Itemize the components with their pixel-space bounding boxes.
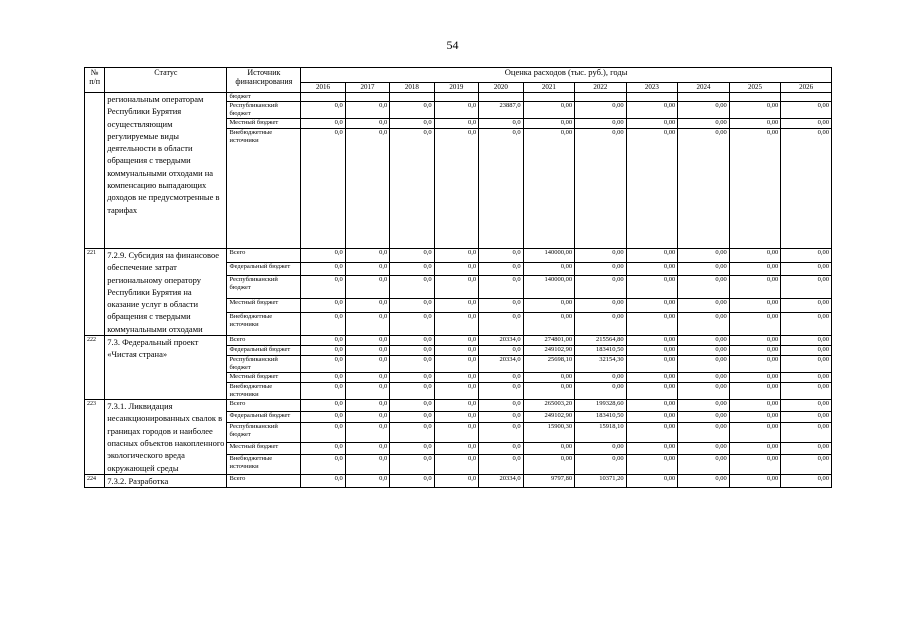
header-year: 2019 xyxy=(434,83,478,93)
row-value: 265003,20 xyxy=(523,400,575,412)
row-value: 249102,90 xyxy=(523,346,575,356)
row-value: 0,00 xyxy=(781,474,832,487)
row-value xyxy=(781,93,832,102)
row-value: 0,00 xyxy=(626,262,678,276)
row-value: 0,00 xyxy=(626,443,678,455)
row-value: 0,0 xyxy=(345,423,389,443)
row-number: 224 xyxy=(85,474,105,487)
row-value: 0,00 xyxy=(729,356,781,373)
row-value: 0,0 xyxy=(479,454,523,474)
row-value: 0,0 xyxy=(390,411,434,423)
row-value: 0,0 xyxy=(390,312,434,335)
row-source: Всего xyxy=(227,249,301,263)
header-status: Статус xyxy=(105,68,227,93)
row-value: 0,00 xyxy=(781,346,832,356)
row-value: 0,00 xyxy=(523,443,575,455)
row-value: 0,00 xyxy=(678,262,730,276)
header-year: 2026 xyxy=(781,83,832,93)
row-value: 0,0 xyxy=(434,443,478,455)
row-value: 0,00 xyxy=(626,411,678,423)
row-value: 0,0 xyxy=(301,411,345,423)
row-value xyxy=(575,93,627,102)
row-value: 0,00 xyxy=(575,249,627,263)
row-value: 0,0 xyxy=(345,102,389,119)
row-value: 0,0 xyxy=(345,400,389,412)
row-value: 140000,00 xyxy=(523,276,575,299)
row-value: 10371,20 xyxy=(575,474,627,487)
row-value: 0,00 xyxy=(729,312,781,335)
row-value: 0,00 xyxy=(781,249,832,263)
row-value: 0,0 xyxy=(434,129,478,249)
row-value: 32154,30 xyxy=(575,356,627,373)
row-source: Всего xyxy=(227,474,301,487)
row-value: 0,0 xyxy=(434,383,478,400)
row-value: 0,00 xyxy=(523,299,575,313)
row-value: 0,0 xyxy=(479,423,523,443)
row-value: 0,0 xyxy=(434,102,478,119)
row-value: 0,0 xyxy=(434,299,478,313)
row-value: 0,00 xyxy=(729,346,781,356)
row-value: 0,0 xyxy=(434,454,478,474)
row-value: 0,0 xyxy=(390,423,434,443)
row-status: 7.2.9. Субсидия на финансовое обеспечение затрат региональному оператору Республики Бурятия на оказание услуг в области обращения с твердыми коммунальными отходами xyxy=(105,249,227,336)
row-source: Местный бюджет xyxy=(227,373,301,383)
row-value: 0,0 xyxy=(390,102,434,119)
row-value xyxy=(523,93,575,102)
row-value: 15918,10 xyxy=(575,423,627,443)
row-value: 25698,10 xyxy=(523,356,575,373)
row-value: 0,00 xyxy=(523,312,575,335)
row-value: 0,00 xyxy=(575,276,627,299)
row-source: Федеральный бюджет xyxy=(227,262,301,276)
row-value: 0,0 xyxy=(479,411,523,423)
row-value: 0,0 xyxy=(434,400,478,412)
row-value: 0,0 xyxy=(301,423,345,443)
row-value: 183410,50 xyxy=(575,411,627,423)
header-year: 2025 xyxy=(729,83,781,93)
row-value: 0,0 xyxy=(434,356,478,373)
row-value: 0,0 xyxy=(301,129,345,249)
row-value: 0,00 xyxy=(575,129,627,249)
row-value: 0,00 xyxy=(626,102,678,119)
row-value: 0,0 xyxy=(434,119,478,129)
row-value: 0,00 xyxy=(626,474,678,487)
row-value: 0,00 xyxy=(729,262,781,276)
row-value: 0,0 xyxy=(345,443,389,455)
row-value: 0,00 xyxy=(781,443,832,455)
row-value xyxy=(345,93,389,102)
row-value: 0,0 xyxy=(390,262,434,276)
row-value: 0,00 xyxy=(575,102,627,119)
row-status: 7.3. Федеральный проект «Чистая страна» xyxy=(105,336,227,400)
row-value: 0,00 xyxy=(678,129,730,249)
row-value: 0,0 xyxy=(345,454,389,474)
row-value: 0,00 xyxy=(729,299,781,313)
row-value xyxy=(479,93,523,102)
row-value: 0,00 xyxy=(729,383,781,400)
row-value: 0,00 xyxy=(678,336,730,346)
row-value: 0,0 xyxy=(390,299,434,313)
row-source: Внебюджетные источники xyxy=(227,454,301,474)
row-value xyxy=(301,93,345,102)
row-value: 0,00 xyxy=(575,373,627,383)
row-value: 0,00 xyxy=(729,423,781,443)
row-value: 0,00 xyxy=(678,299,730,313)
row-value: 0,00 xyxy=(678,454,730,474)
row-value: 0,00 xyxy=(781,129,832,249)
row-value: 0,00 xyxy=(523,129,575,249)
row-value: 0,00 xyxy=(781,102,832,119)
row-value: 0,00 xyxy=(678,423,730,443)
row-number: 223 xyxy=(85,400,105,475)
row-value: 0,00 xyxy=(626,346,678,356)
row-value: 0,0 xyxy=(479,299,523,313)
row-value: 9797,80 xyxy=(523,474,575,487)
row-value: 0,00 xyxy=(575,454,627,474)
row-value: 0,00 xyxy=(781,312,832,335)
row-value: 0,00 xyxy=(729,411,781,423)
row-value: 0,00 xyxy=(678,383,730,400)
row-value: 0,0 xyxy=(434,411,478,423)
header-year: 2016 xyxy=(301,83,345,93)
row-value: 0,0 xyxy=(479,373,523,383)
row-value: 0,00 xyxy=(781,119,832,129)
row-value: 0,0 xyxy=(345,312,389,335)
row-value: 0,00 xyxy=(729,249,781,263)
row-value: 0,00 xyxy=(729,129,781,249)
row-value: 0,0 xyxy=(434,474,478,487)
row-value: 0,0 xyxy=(345,411,389,423)
header-year: 2018 xyxy=(390,83,434,93)
row-value: 0,0 xyxy=(434,249,478,263)
row-value: 0,00 xyxy=(678,400,730,412)
row-value: 0,0 xyxy=(479,312,523,335)
row-source: Внебюджетные источники xyxy=(227,312,301,335)
row-number: 222 xyxy=(85,336,105,400)
row-value: 0,0 xyxy=(301,262,345,276)
row-value: 0,00 xyxy=(729,119,781,129)
header-year: 2022 xyxy=(575,83,627,93)
row-value: 0,00 xyxy=(729,454,781,474)
row-value: 0,0 xyxy=(479,346,523,356)
row-value: 0,00 xyxy=(523,102,575,119)
row-value: 0,00 xyxy=(626,312,678,335)
row-value: 140000,00 xyxy=(523,249,575,263)
row-value: 0,0 xyxy=(345,249,389,263)
row-value: 0,0 xyxy=(301,383,345,400)
row-source: Внебюджетные источники xyxy=(227,383,301,400)
row-value: 0,0 xyxy=(345,119,389,129)
row-value: 0,0 xyxy=(301,102,345,119)
row-value: 0,00 xyxy=(678,373,730,383)
row-value xyxy=(626,93,678,102)
row-source: Всего xyxy=(227,336,301,346)
row-value: 0,0 xyxy=(301,346,345,356)
row-value: 0,0 xyxy=(345,276,389,299)
table-row xyxy=(85,249,832,263)
row-value: 0,00 xyxy=(575,262,627,276)
row-value: 0,0 xyxy=(390,119,434,129)
row-value: 0,00 xyxy=(575,443,627,455)
row-value: 0,0 xyxy=(301,373,345,383)
row-value: 0,00 xyxy=(626,383,678,400)
row-value: 0,00 xyxy=(626,249,678,263)
row-value: 0,00 xyxy=(678,443,730,455)
row-value: 0,00 xyxy=(626,454,678,474)
row-value: 20334,0 xyxy=(479,356,523,373)
row-value: 0,0 xyxy=(390,356,434,373)
row-value: 0,0 xyxy=(390,129,434,249)
row-value: 0,00 xyxy=(678,249,730,263)
header-source: Источник финансирования xyxy=(227,68,301,93)
row-value: 0,0 xyxy=(434,346,478,356)
table-row xyxy=(85,474,832,487)
row-value: 0,00 xyxy=(575,299,627,313)
row-value: 0,00 xyxy=(729,474,781,487)
row-value: 0,0 xyxy=(345,129,389,249)
row-source: Республиканский бюджет xyxy=(227,423,301,443)
row-value: 0,0 xyxy=(345,299,389,313)
row-value: 0,00 xyxy=(678,312,730,335)
row-value: 0,00 xyxy=(781,400,832,412)
row-value: 0,0 xyxy=(390,249,434,263)
row-value: 0,0 xyxy=(479,129,523,249)
row-value: 0,0 xyxy=(434,262,478,276)
row-value: 0,00 xyxy=(729,336,781,346)
row-value: 0,0 xyxy=(301,336,345,346)
row-value: 0,0 xyxy=(390,336,434,346)
row-value: 0,0 xyxy=(345,373,389,383)
header-year: 2024 xyxy=(678,83,730,93)
row-value: 0,00 xyxy=(626,119,678,129)
row-value: 0,00 xyxy=(678,411,730,423)
row-value: 0,0 xyxy=(390,443,434,455)
header-estimate: Оценка расходов (тыс. руб.), годы xyxy=(301,68,832,83)
row-value: 0,0 xyxy=(390,454,434,474)
row-value: 0,0 xyxy=(301,443,345,455)
row-status: 7.3.1. Ликвидация несанкционированных свалок в границах городов и наиболее опасных объектов накопленного экологического вреда окружающей среды xyxy=(105,400,227,475)
row-value: 0,00 xyxy=(678,119,730,129)
row-value: 0,0 xyxy=(434,373,478,383)
row-value: 0,0 xyxy=(434,276,478,299)
row-source: Всего xyxy=(227,400,301,412)
row-source: Внебюджетные источники xyxy=(227,129,301,249)
row-value: 0,00 xyxy=(781,336,832,346)
row-value: 0,0 xyxy=(479,262,523,276)
row-value: 0,00 xyxy=(523,373,575,383)
row-value: 0,0 xyxy=(301,276,345,299)
row-source: Республиканский бюджет xyxy=(227,276,301,299)
row-number: 221 xyxy=(85,249,105,336)
row-value: 0,0 xyxy=(301,249,345,263)
row-value: 0,00 xyxy=(781,383,832,400)
table-row xyxy=(85,400,832,412)
table-row xyxy=(85,336,832,346)
row-value: 0,00 xyxy=(523,262,575,276)
row-value: 0,0 xyxy=(390,474,434,487)
row-value: 0,0 xyxy=(345,474,389,487)
row-value: 0,0 xyxy=(434,423,478,443)
row-source: Местный бюджет xyxy=(227,443,301,455)
row-value: 0,0 xyxy=(345,356,389,373)
row-value: 0,00 xyxy=(523,454,575,474)
row-value: 0,0 xyxy=(301,474,345,487)
row-value: 0,00 xyxy=(575,383,627,400)
row-value: 0,00 xyxy=(781,454,832,474)
row-value: 183410,50 xyxy=(575,346,627,356)
row-status: региональным операторам Республики Бурятия осуществляющим регулируемые виды деятельности в области обращения с твердыми коммунальными отходами на компенсацию выпадающих доходов не предусмотренные в тарифах xyxy=(105,93,227,249)
row-value: 0,00 xyxy=(781,299,832,313)
row-value: 0,00 xyxy=(781,276,832,299)
row-value: 0,0 xyxy=(390,400,434,412)
row-value: 0,0 xyxy=(301,299,345,313)
row-value: 0,0 xyxy=(479,276,523,299)
header-year: 2023 xyxy=(626,83,678,93)
row-value: 249102,90 xyxy=(523,411,575,423)
row-value: 0,00 xyxy=(678,346,730,356)
row-value: 0,00 xyxy=(523,119,575,129)
row-value: 20334,0 xyxy=(479,336,523,346)
row-value: 0,0 xyxy=(479,119,523,129)
row-value xyxy=(678,93,730,102)
budget-table xyxy=(84,67,832,488)
row-value: 0,00 xyxy=(781,423,832,443)
header-year: 2017 xyxy=(345,83,389,93)
table-row xyxy=(85,93,832,102)
row-value xyxy=(434,93,478,102)
row-value: 0,0 xyxy=(479,383,523,400)
row-value: 0,00 xyxy=(781,262,832,276)
row-value: 0,0 xyxy=(301,356,345,373)
row-value: 0,00 xyxy=(781,411,832,423)
row-value: 0,0 xyxy=(390,373,434,383)
row-number xyxy=(85,93,105,249)
row-value: 0,0 xyxy=(479,443,523,455)
row-value: 0,00 xyxy=(626,356,678,373)
row-value: 0,00 xyxy=(678,102,730,119)
row-value: 0,00 xyxy=(729,102,781,119)
row-value: 0,00 xyxy=(626,373,678,383)
row-value xyxy=(390,93,434,102)
row-value: 0,0 xyxy=(301,454,345,474)
row-value: 0,00 xyxy=(729,400,781,412)
row-value: 0,00 xyxy=(626,276,678,299)
row-value: 0,0 xyxy=(345,346,389,356)
row-source: Республиканский бюджет xyxy=(227,102,301,119)
row-source: Местный бюджет xyxy=(227,119,301,129)
row-source: Федеральный бюджет xyxy=(227,411,301,423)
row-source: Федеральный бюджет xyxy=(227,346,301,356)
row-value: 215564,80 xyxy=(575,336,627,346)
row-source: бюджет xyxy=(227,93,301,102)
header-num: № п/п xyxy=(85,68,105,93)
row-value: 0,00 xyxy=(678,474,730,487)
row-value: 0,0 xyxy=(301,119,345,129)
row-value: 0,00 xyxy=(575,119,627,129)
row-value: 23887,0 xyxy=(479,102,523,119)
row-value: 0,0 xyxy=(345,383,389,400)
row-value: 0,00 xyxy=(729,443,781,455)
header-year: 2020 xyxy=(479,83,523,93)
row-value: 0,0 xyxy=(390,383,434,400)
row-value: 0,00 xyxy=(626,336,678,346)
page-number: 54 xyxy=(446,38,459,52)
row-value: 0,00 xyxy=(626,423,678,443)
row-value: 0,0 xyxy=(345,262,389,276)
row-value: 0,00 xyxy=(729,373,781,383)
row-value: 0,00 xyxy=(781,356,832,373)
row-value: 0,00 xyxy=(678,356,730,373)
row-source: Республиканский бюджет xyxy=(227,356,301,373)
row-value: 0,0 xyxy=(301,312,345,335)
row-value: 0,0 xyxy=(301,400,345,412)
row-value: 20334,0 xyxy=(479,474,523,487)
row-value: 0,00 xyxy=(626,129,678,249)
header-year: 2021 xyxy=(523,83,575,93)
row-value: 15900,30 xyxy=(523,423,575,443)
row-value: 199328,60 xyxy=(575,400,627,412)
row-value: 274801,00 xyxy=(523,336,575,346)
row-value: 0,00 xyxy=(523,383,575,400)
row-value: 0,00 xyxy=(626,400,678,412)
row-source: Местный бюджет xyxy=(227,299,301,313)
row-value: 0,00 xyxy=(626,299,678,313)
row-value: 0,0 xyxy=(434,336,478,346)
row-value: 0,00 xyxy=(678,276,730,299)
row-value: 0,00 xyxy=(781,373,832,383)
row-value: 0,0 xyxy=(390,276,434,299)
row-value: 0,0 xyxy=(434,312,478,335)
row-value: 0,00 xyxy=(729,276,781,299)
row-status: 7.3.2. Разработка xyxy=(105,474,227,487)
row-value: 0,0 xyxy=(345,336,389,346)
row-value xyxy=(729,93,781,102)
row-value: 0,0 xyxy=(390,346,434,356)
row-value: 0,0 xyxy=(479,400,523,412)
row-value: 0,00 xyxy=(575,312,627,335)
row-value: 0,0 xyxy=(479,249,523,263)
